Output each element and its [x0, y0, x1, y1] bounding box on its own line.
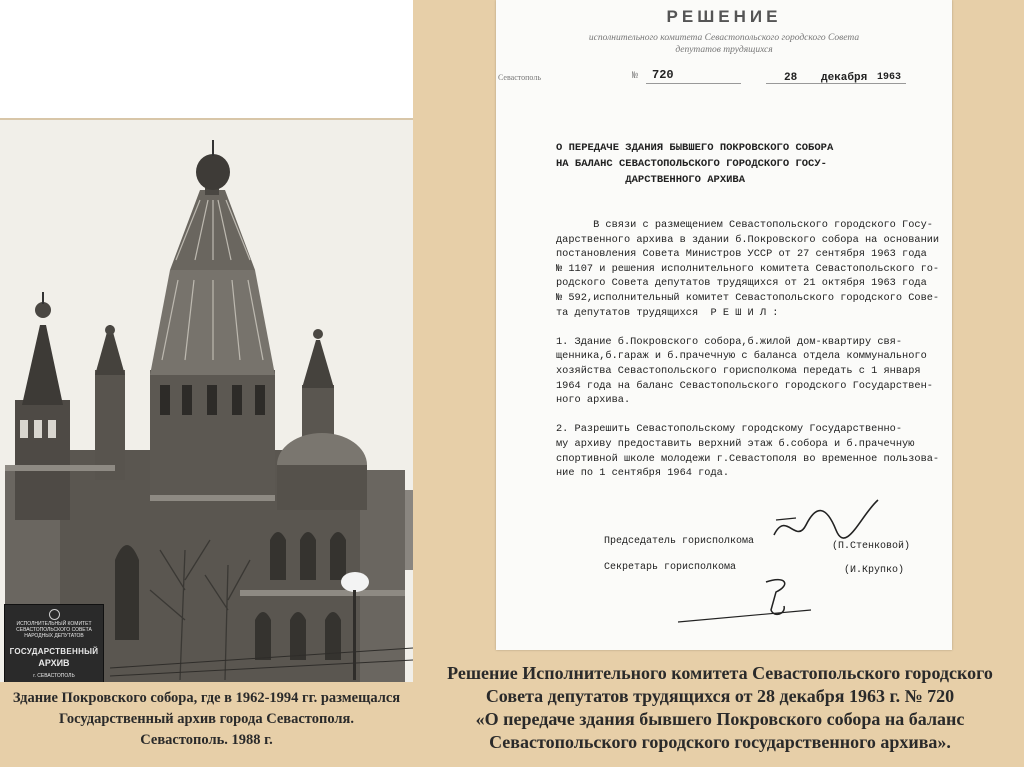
- photo-caption-line3: Севастополь. 1988 г.: [140, 732, 273, 748]
- decision-document: [496, 0, 952, 650]
- signatory-name-secretary: (И.Крупко): [844, 565, 905, 576]
- signatory-role-secretary: Секретарь горисполкома: [604, 562, 737, 573]
- issuer-line2: депутатов трудящихся: [675, 45, 773, 55]
- date-year: 1963: [877, 72, 902, 83]
- date-day: 28: [784, 72, 798, 84]
- issuer-line1: исполнительного комитета Севастопольского городского Совета: [588, 33, 860, 43]
- photo-caption-line2: Государственный архив города Севастополя.: [58, 711, 355, 727]
- document-subject: О ПЕРЕДАЧЕ ЗДАНИЯ БЫВШЕГО ПОКРОВСКОГО СОБОРА НА БАЛАНС СЕВАСТОПОЛЬСКОГО ГОРОДСКОГО ГОСУ- ДАРСТВЕННОГО АРХИВА: [556, 142, 834, 186]
- document-caption-line3: «О передаче здания бывшего Покровского собора на баланс: [475, 709, 965, 729]
- emblem-icon: [49, 609, 60, 620]
- cathedral-photo: [0, 118, 413, 682]
- chairman-signature: [766, 490, 886, 550]
- document-caption: [425, 662, 1015, 754]
- cathedral-illustration: [0, 120, 413, 682]
- document-issuer: [516, 32, 932, 56]
- document-caption-line4: Севастопольского городского государственного архива».: [489, 732, 951, 752]
- signatory-role-chairman: Председатель горисполкома: [604, 536, 755, 547]
- photo-caption: [0, 688, 413, 751]
- document-city: Севастополь: [498, 73, 541, 82]
- secretary-signature: [676, 570, 816, 630]
- document-number: 720: [652, 68, 674, 82]
- sign-subtext: г. СЕВАСТОПОЛЬ: [33, 673, 75, 679]
- sign-title-line1: ГОСУДАРСТВЕННЫЙ: [9, 647, 99, 656]
- document-caption-line1: Решение Исполнительного комитета Севастопольского городского: [447, 663, 993, 683]
- date-month: декабря: [821, 72, 868, 84]
- sign-title-line2: АРХИВ: [38, 658, 70, 668]
- photo-caption-line1: Здание Покровского собора, где в 1962-1994 гг. размещался: [12, 690, 401, 706]
- number-underline: [646, 83, 741, 84]
- date-underline: [766, 83, 906, 84]
- blank-area: [0, 0, 413, 118]
- sign-small-text: ИСПОЛНИТЕЛЬНЫЙ КОМИТЕТ СЕВАСТОПОЛЬСКОГО СОВЕТА НАРОДНЫХ ДЕПУТАТОВ: [16, 621, 92, 639]
- document-heading: РЕШЕНИЕ: [666, 7, 782, 26]
- archive-sign: [4, 604, 104, 682]
- number-label: №: [632, 71, 639, 82]
- document-caption-line2: Совета депутатов трудящихся от 28 декабря 1963 г. № 720: [485, 686, 955, 706]
- signatory-name-chairman: (П.Стенковой): [832, 541, 911, 552]
- document-body: В связи с размещением Севастопольского городского Госу- дарственного архива в здании б.Покровского собора на основании постановления Совета Министров УССР от 27 сентября 1963 года № 1107 и решения исполнительного комитета Севастопольского го- родского Совета депутатов трудящихся от 21 октября 1963 года № 592,исполнительный комитет Севастопольского городского Сове- та депутатов трудящихся Р Е Ш И Л : 1. Здание б.Покровского собора,б.жилой дом-квартиру свя- щенника,б.гараж и б.прачечную с баланса отдела коммунального хозяйства Севастопольского горисполкома передать с 1 января 1964 года на баланс Севастопольского городского Государствен- ного архива. 2. Разрешить Севастопольскому городскому Государственно- му архиву предоставить верхний этаж б.собора и б.прачечную спортивной школе молодежи г.Севастополя во временное пользова- ние по 1 сентября 1964 года.: [556, 219, 940, 480]
